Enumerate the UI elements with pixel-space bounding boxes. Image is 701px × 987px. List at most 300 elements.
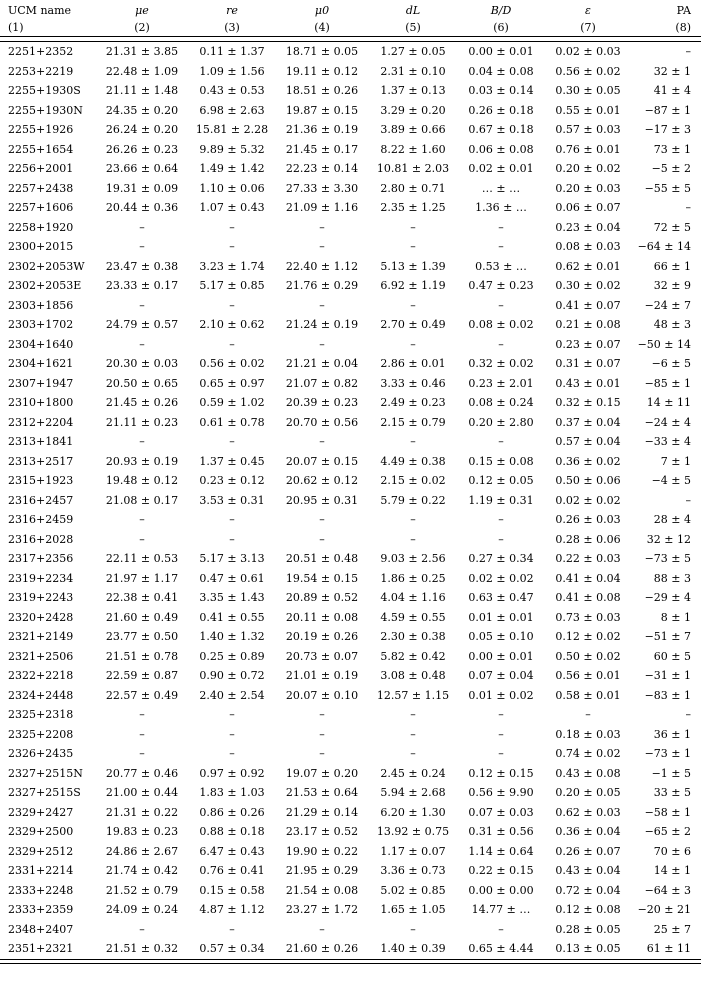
cell-epsilon: 0.36 ± 0.02: [555, 454, 621, 468]
cell-b-d: 0.63 ± 0.47: [468, 591, 534, 604]
cell-r-e: 5.17 ± 3.13: [199, 552, 265, 565]
cell-pa: −58 ± 1: [644, 805, 691, 819]
data-table-container: [0, 2, 701, 964]
cell-pa: −55 ± 5: [644, 181, 691, 195]
cell-epsilon: 0.58 ± 0.01: [555, 688, 621, 702]
table-row: [0, 861, 701, 881]
cell-mu-e: –: [139, 513, 145, 526]
cell-d-l: 2.15 ± 0.79: [380, 415, 446, 429]
cell-mu-e: 24.79 ± 0.57: [105, 318, 179, 331]
cell-mu-e: 23.66 ± 0.64: [105, 162, 179, 175]
cell-ucm-name: 2351+2321: [8, 942, 74, 955]
column-number: (3): [224, 21, 240, 34]
table-row: [0, 725, 701, 745]
cell-ucm-name: 2310+1800: [8, 396, 74, 409]
cell-epsilon: 0.55 ± 0.01: [555, 103, 621, 117]
cell-d-l: 1.27 ± 0.05: [380, 45, 446, 58]
cell-r-e: 0.90 ± 0.72: [199, 669, 265, 682]
cell-d-l: –: [410, 727, 416, 741]
cell-mu-e: 21.00 ± 0.44: [105, 786, 179, 799]
cell-r-e: 0.57 ± 0.34: [199, 942, 265, 955]
cell-epsilon: 0.13 ± 0.05: [555, 942, 621, 955]
header-row: [0, 2, 701, 19]
cell-r-e: 0.15 ± 0.58: [199, 883, 265, 897]
cell-mu-e: 20.44 ± 0.36: [105, 201, 179, 214]
cell-r-e: 0.25 ± 0.89: [199, 649, 265, 663]
cell-pa: −20 ± 21: [637, 903, 691, 916]
cell-pa: 61 ± 11: [646, 942, 691, 955]
cell-mu-0: 21.07 ± 0.82: [285, 376, 359, 390]
cell-pa: 60 ± 5: [653, 649, 691, 663]
cell-mu-e: 23.47 ± 0.38: [105, 259, 179, 273]
cell-pa: −1 ± 5: [651, 766, 691, 780]
cell-mu-e: 20.77 ± 0.46: [105, 766, 179, 780]
cell-b-d: 0.12 ± 0.15: [468, 766, 534, 780]
cell-pa: −24 ± 4: [644, 415, 691, 429]
cell-r-e: –: [229, 220, 235, 234]
cell-ucm-name: 2331+2214: [8, 864, 74, 877]
table-row: [0, 783, 701, 803]
table-row: [0, 62, 701, 82]
cell-d-l: 3.36 ± 0.73: [380, 864, 446, 877]
cell-epsilon: 0.12 ± 0.08: [555, 903, 621, 916]
cell-pa: 32 ± 1: [653, 64, 691, 78]
cell-d-l: –: [410, 337, 416, 351]
cell-d-l: 8.22 ± 1.60: [380, 142, 446, 156]
cell-epsilon: 0.20 ± 0.05: [555, 786, 621, 799]
cell-ucm-name: 2322+2218: [8, 669, 74, 682]
cell-mu-e: 21.51 ± 0.78: [105, 649, 179, 663]
cell-b-d: –: [498, 727, 504, 741]
cell-d-l: 4.59 ± 0.55: [380, 610, 446, 624]
cell-b-d: 14.77 ± …: [471, 903, 531, 916]
cell-epsilon: 0.56 ± 0.01: [555, 669, 621, 682]
cell-d-l: 2.70 ± 0.49: [380, 318, 446, 331]
cell-pa: 14 ± 1: [653, 864, 691, 877]
cell-d-l: 2.45 ± 0.24: [380, 766, 446, 780]
cell-ucm-name: 2256+2001: [8, 162, 74, 175]
cell-d-l: 4.49 ± 0.38: [380, 454, 446, 468]
cell-pa: 48 ± 3: [653, 318, 691, 331]
cell-ucm-name: 2319+2234: [8, 571, 74, 585]
cell-d-l: 2.80 ± 0.71: [380, 181, 446, 195]
cell-pa: 88 ± 3: [653, 571, 691, 585]
cell-mu-0: 27.33 ± 3.30: [285, 181, 359, 195]
cell-ucm-name: 2321+2149: [8, 630, 74, 643]
cell-mu-0: 20.51 ± 0.48: [285, 552, 359, 565]
cell-ucm-name: 2325+2318: [8, 708, 74, 721]
cell-b-d: 0.08 ± 0.02: [468, 318, 534, 331]
cell-mu-0: 22.40 ± 1.12: [285, 259, 359, 273]
cell-r-e: –: [229, 298, 235, 312]
header-b-d: B/D: [490, 4, 512, 17]
table-row: [0, 705, 701, 725]
cell-r-e: 1.49 ± 1.42: [199, 162, 265, 175]
cell-mu-0: –: [319, 922, 325, 936]
cell-r-e: 6.47 ± 0.43: [199, 844, 265, 858]
table-row: [0, 491, 701, 511]
cell-d-l: –: [410, 532, 416, 546]
column-number: (2): [134, 21, 150, 34]
cell-mu-e: 26.24 ± 0.20: [105, 123, 179, 136]
cell-mu-e: 21.08 ± 0.17: [105, 493, 179, 507]
cell-mu-0: 20.07 ± 0.10: [285, 688, 359, 702]
header-pa: PA: [676, 4, 691, 17]
cell-b-d: 0.23 ± 2.01: [468, 376, 534, 390]
table-row: [0, 432, 701, 452]
cell-mu-0: 23.17 ± 0.52: [285, 825, 359, 838]
table-row: [0, 452, 701, 472]
cell-epsilon: 0.18 ± 0.03: [555, 727, 621, 741]
cell-ucm-name: 2316+2028: [8, 532, 74, 546]
cell-ucm-name: 2255+1930N: [8, 103, 83, 117]
cell-b-d: 0.08 ± 0.24: [468, 396, 534, 409]
table-row: [0, 764, 701, 784]
cell-mu-0: 20.70 ± 0.56: [285, 415, 359, 429]
bottom-double-rule: [0, 959, 701, 964]
table-row: [0, 530, 701, 550]
cell-epsilon: 0.20 ± 0.03: [555, 181, 621, 195]
cell-mu-e: 21.97 ± 1.17: [105, 571, 179, 585]
cell-r-e: 0.86 ± 0.26: [199, 805, 265, 819]
cell-epsilon: 0.37 ± 0.04: [555, 415, 621, 429]
cell-r-e: –: [229, 922, 235, 936]
cell-mu-0: 21.60 ± 0.26: [285, 942, 359, 955]
cell-epsilon: 0.50 ± 0.02: [555, 649, 621, 663]
table-row: [0, 608, 701, 628]
cell-mu-e: 22.38 ± 0.41: [105, 591, 179, 604]
table-row: [0, 744, 701, 764]
table-row: [0, 803, 701, 823]
cell-mu-e: 20.50 ± 0.65: [105, 376, 179, 390]
table-row: [0, 140, 701, 160]
cell-ucm-name: 2312+2204: [8, 415, 74, 429]
cell-b-d: 0.27 ± 0.34: [468, 552, 534, 565]
cell-mu-0: 21.53 ± 0.64: [285, 786, 359, 799]
cell-ucm-name: 2317+2356: [8, 552, 74, 565]
cell-pa: 8 ± 1: [660, 610, 691, 624]
cell-b-d: 0.05 ± 0.10: [468, 630, 534, 643]
cell-r-e: 4.87 ± 1.12: [199, 903, 265, 916]
cell-ucm-name: 2316+2457: [8, 493, 74, 507]
cell-r-e: 1.37 ± 0.45: [199, 454, 265, 468]
cell-b-d: 0.02 ± 0.02: [468, 571, 534, 585]
cell-ucm-name: 2326+2435: [8, 747, 74, 760]
cell-d-l: 4.04 ± 1.16: [380, 591, 446, 604]
cell-r-e: –: [229, 532, 235, 546]
cell-pa: −50 ± 14: [637, 337, 691, 351]
table-row: [0, 822, 701, 842]
cell-r-e: –: [229, 513, 235, 526]
cell-r-e: 0.56 ± 0.02: [199, 357, 265, 370]
cell-d-l: 2.49 ± 0.23: [380, 396, 446, 409]
column-number: (8): [675, 21, 691, 34]
cell-r-e: 1.09 ± 1.56: [199, 64, 265, 78]
table-row: [0, 920, 701, 940]
header-r-e: re: [226, 4, 238, 17]
cell-ucm-name: 2302+2053W: [8, 259, 85, 273]
table-row: [0, 900, 701, 920]
table-row: [0, 276, 701, 296]
cell-ucm-name: 2320+2428: [8, 610, 74, 624]
header-d-l: dL: [405, 4, 421, 17]
cell-b-d: 0.22 ± 0.15: [468, 864, 534, 877]
cell-mu-0: 20.62 ± 0.12: [285, 474, 359, 487]
cell-epsilon: 0.73 ± 0.03: [555, 610, 621, 624]
cell-mu-0: 21.01 ± 0.19: [285, 669, 359, 682]
cell-ucm-name: 2333+2359: [8, 903, 74, 916]
cell-ucm-name: 2255+1926: [8, 123, 74, 136]
cell-ucm-name: 2321+2506: [8, 649, 74, 663]
cell-mu-0: –: [319, 727, 325, 741]
cell-b-d: 0.31 ± 0.56: [468, 825, 534, 838]
cell-d-l: 1.40 ± 0.39: [380, 942, 446, 955]
cell-b-d: 0.00 ± 0.01: [468, 45, 534, 58]
cell-epsilon: 0.02 ± 0.03: [555, 45, 621, 58]
column-number: (7): [580, 21, 596, 34]
cell-pa: −64 ± 3: [644, 883, 691, 897]
table-row: [0, 198, 701, 218]
cell-epsilon: 0.06 ± 0.07: [555, 201, 621, 214]
cell-epsilon: 0.74 ± 0.02: [555, 747, 621, 760]
cell-r-e: 0.97 ± 0.92: [199, 766, 265, 780]
cell-b-d: 0.56 ± 9.90: [468, 786, 534, 799]
cell-pa: 7 ± 1: [660, 454, 691, 468]
cell-mu-0: –: [319, 435, 325, 448]
cell-mu-e: 24.09 ± 0.24: [105, 903, 179, 916]
table-row: [0, 354, 701, 374]
cell-epsilon: 0.62 ± 0.03: [555, 805, 621, 819]
cell-mu-0: –: [319, 220, 325, 234]
cell-pa: –: [685, 201, 691, 214]
cell-ucm-name: 2255+1654: [8, 142, 74, 156]
table-row: [0, 81, 701, 101]
cell-b-d: 0.01 ± 0.01: [468, 610, 534, 624]
cell-mu-e: –: [139, 922, 145, 936]
cell-b-d: –: [498, 513, 504, 526]
table-row: [0, 627, 701, 647]
cell-pa: 73 ± 1: [653, 142, 691, 156]
cell-mu-e: 21.31 ± 3.85: [105, 45, 179, 58]
cell-mu-0: 20.11 ± 0.08: [285, 610, 359, 624]
cell-b-d: –: [498, 240, 504, 253]
cell-ucm-name: 2258+1920: [8, 220, 74, 234]
cell-d-l: 2.31 ± 0.10: [380, 64, 446, 78]
cell-d-l: 9.03 ± 2.56: [380, 552, 446, 565]
cell-mu-e: 22.48 ± 1.09: [105, 64, 179, 78]
cell-epsilon: 0.36 ± 0.04: [555, 825, 621, 838]
cell-mu-0: 21.36 ± 0.19: [285, 123, 359, 136]
cell-ucm-name: 2251+2352: [8, 45, 74, 58]
cell-mu-0: 20.39 ± 0.23: [285, 396, 359, 409]
cell-mu-e: 22.59 ± 0.87: [105, 669, 179, 682]
cell-d-l: 10.81 ± 2.03: [376, 162, 450, 175]
cell-pa: −73 ± 5: [644, 552, 691, 565]
cell-ucm-name: 2313+2517: [8, 454, 74, 468]
cell-mu-0: 19.54 ± 0.15: [285, 571, 359, 585]
table-row: [0, 588, 701, 608]
cell-mu-0: –: [319, 532, 325, 546]
cell-mu-e: –: [139, 532, 145, 546]
cell-mu-0: –: [319, 708, 325, 721]
cell-ucm-name: 2255+1930S: [8, 84, 81, 97]
cell-ucm-name: 2329+2500: [8, 825, 74, 838]
cell-pa: −31 ± 1: [644, 669, 691, 682]
cell-pa: 28 ± 4: [653, 513, 691, 526]
cell-mu-e: –: [139, 708, 145, 721]
cell-b-d: 0.02 ± 0.01: [468, 162, 534, 175]
cell-mu-0: 20.19 ± 0.26: [285, 630, 359, 643]
cell-mu-0: 19.07 ± 0.20: [285, 766, 359, 780]
cell-epsilon: 0.32 ± 0.15: [555, 396, 621, 409]
cell-mu-0: 21.54 ± 0.08: [285, 883, 359, 897]
cell-d-l: 12.57 ± 1.15: [376, 688, 450, 702]
cell-d-l: 1.65 ± 1.05: [380, 903, 446, 916]
table-row: [0, 296, 701, 316]
cell-mu-0: 23.27 ± 1.72: [285, 903, 359, 916]
cell-mu-e: 22.57 ± 0.49: [105, 688, 179, 702]
cell-r-e: –: [229, 727, 235, 741]
cell-epsilon: 0.28 ± 0.06: [555, 532, 621, 546]
cell-r-e: 0.47 ± 0.61: [199, 571, 265, 585]
cell-epsilon: 0.31 ± 0.07: [555, 357, 621, 370]
cell-pa: –: [685, 45, 691, 58]
cell-mu-e: 24.86 ± 2.67: [105, 844, 179, 858]
cell-ucm-name: 2304+1640: [8, 337, 74, 351]
cell-pa: 32 ± 9: [653, 279, 691, 292]
cell-mu-0: –: [319, 298, 325, 312]
cell-r-e: 0.88 ± 0.18: [199, 825, 265, 838]
table-row: [0, 101, 701, 121]
cell-mu-e: 19.83 ± 0.23: [105, 825, 179, 838]
cell-pa: −85 ± 1: [644, 376, 691, 390]
cell-b-d: 0.15 ± 0.08: [468, 454, 534, 468]
table-row: [0, 315, 701, 335]
cell-b-d: –: [498, 532, 504, 546]
cell-mu-0: 20.07 ± 0.15: [285, 454, 359, 468]
cell-r-e: 3.53 ± 0.31: [199, 493, 265, 507]
cell-epsilon: 0.26 ± 0.03: [555, 513, 621, 526]
cell-pa: −51 ± 7: [644, 630, 691, 643]
cell-epsilon: 0.12 ± 0.02: [555, 630, 621, 643]
table-row: [0, 569, 701, 589]
table-row: [0, 686, 701, 706]
cell-d-l: 5.02 ± 0.85: [380, 883, 446, 897]
cell-d-l: 3.29 ± 0.20: [380, 103, 446, 117]
cell-mu-e: 22.11 ± 0.53: [105, 552, 179, 565]
cell-b-d: 0.07 ± 0.03: [468, 805, 534, 819]
cell-mu-0: –: [319, 747, 325, 760]
cell-pa: 25 ± 7: [653, 922, 691, 936]
cell-b-d: 0.20 ± 2.80: [468, 415, 534, 429]
cell-mu-e: –: [139, 298, 145, 312]
cell-d-l: 5.82 ± 0.42: [380, 649, 446, 663]
cell-b-d: 0.04 ± 0.08: [468, 64, 534, 78]
cell-pa: −24 ± 7: [644, 298, 691, 312]
cell-d-l: –: [410, 708, 416, 721]
cell-pa: –: [685, 493, 691, 507]
cell-b-d: 1.36 ± …: [475, 201, 527, 214]
cell-b-d: 0.67 ± 0.18: [468, 123, 534, 136]
cell-b-d: –: [498, 747, 504, 760]
cell-b-d: 0.65 ± 4.44: [468, 942, 534, 955]
cell-d-l: 3.33 ± 0.46: [380, 376, 446, 390]
cell-r-e: 5.17 ± 0.85: [199, 279, 265, 292]
cell-pa: 32 ± 12: [646, 532, 691, 546]
cell-pa: 66 ± 1: [653, 259, 691, 273]
cell-ucm-name: 2329+2512: [8, 844, 74, 858]
cell-mu-e: 23.77 ± 0.50: [105, 630, 179, 643]
cell-ucm-name: 2304+1621: [8, 357, 74, 370]
table-row: [0, 549, 701, 569]
header-ucm-name: UCM name: [8, 4, 72, 17]
cell-ucm-name: 2324+2448: [8, 688, 74, 702]
cell-epsilon: 0.57 ± 0.03: [555, 123, 621, 136]
cell-mu-e: 21.51 ± 0.32: [105, 942, 179, 955]
column-number: (6): [493, 21, 509, 34]
cell-mu-0: –: [319, 240, 325, 253]
table-row: [0, 939, 701, 959]
cell-mu-0: 21.76 ± 0.29: [285, 279, 359, 292]
table-row: [0, 510, 701, 530]
cell-ucm-name: 2315+1923: [8, 474, 74, 487]
cell-pa: –: [685, 708, 691, 721]
cell-r-e: –: [229, 747, 235, 760]
cell-ucm-name: 2300+2015: [8, 240, 74, 253]
cell-epsilon: 0.76 ± 0.01: [555, 142, 621, 156]
cell-r-e: 3.23 ± 1.74: [199, 259, 265, 273]
table-row: [0, 335, 701, 355]
cell-mu-e: 20.30 ± 0.03: [105, 357, 179, 370]
cell-b-d: 0.12 ± 0.05: [468, 474, 534, 487]
cell-pa: 36 ± 1: [653, 727, 691, 741]
column-number: (4): [314, 21, 330, 34]
cell-mu-0: 19.11 ± 0.12: [285, 64, 359, 78]
cell-r-e: 1.07 ± 0.43: [199, 201, 265, 214]
cell-b-d: 1.19 ± 0.31: [468, 493, 534, 507]
table-row: [0, 842, 701, 862]
cell-b-d: –: [498, 922, 504, 936]
cell-b-d: –: [498, 220, 504, 234]
table-row: [0, 218, 701, 238]
cell-mu-e: 21.11 ± 0.23: [105, 415, 179, 429]
cell-ucm-name: 2303+1856: [8, 298, 74, 312]
cell-pa: −29 ± 4: [644, 591, 691, 604]
cell-d-l: 1.86 ± 0.25: [380, 571, 446, 585]
cell-mu-e: 20.93 ± 0.19: [105, 454, 179, 468]
cell-ucm-name: 2257+1606: [8, 201, 74, 214]
cell-mu-0: 19.87 ± 0.15: [285, 103, 359, 117]
cell-r-e: 0.61 ± 0.78: [199, 415, 265, 429]
cell-ucm-name: 2327+2515N: [8, 766, 83, 780]
cell-mu-e: 21.74 ± 0.42: [105, 864, 179, 877]
cell-epsilon: 0.26 ± 0.07: [555, 844, 621, 858]
cell-d-l: 2.15 ± 0.02: [380, 474, 446, 487]
cell-mu-e: 21.11 ± 1.48: [105, 84, 179, 97]
cell-r-e: 0.43 ± 0.53: [199, 84, 265, 97]
cell-d-l: 2.86 ± 0.01: [380, 357, 446, 370]
cell-b-d: 0.06 ± 0.08: [468, 142, 534, 156]
cell-pa: −5 ± 2: [651, 162, 691, 175]
table-row: [0, 471, 701, 491]
cell-mu-e: 19.48 ± 0.12: [105, 474, 179, 487]
cell-mu-e: –: [139, 240, 145, 253]
cell-pa: 72 ± 5: [653, 220, 691, 234]
cell-epsilon: 0.23 ± 0.07: [555, 337, 621, 351]
cell-epsilon: 0.30 ± 0.05: [555, 84, 621, 97]
galaxy-parameters-table: [0, 2, 701, 964]
cell-mu-0: 22.23 ± 0.14: [285, 162, 359, 175]
